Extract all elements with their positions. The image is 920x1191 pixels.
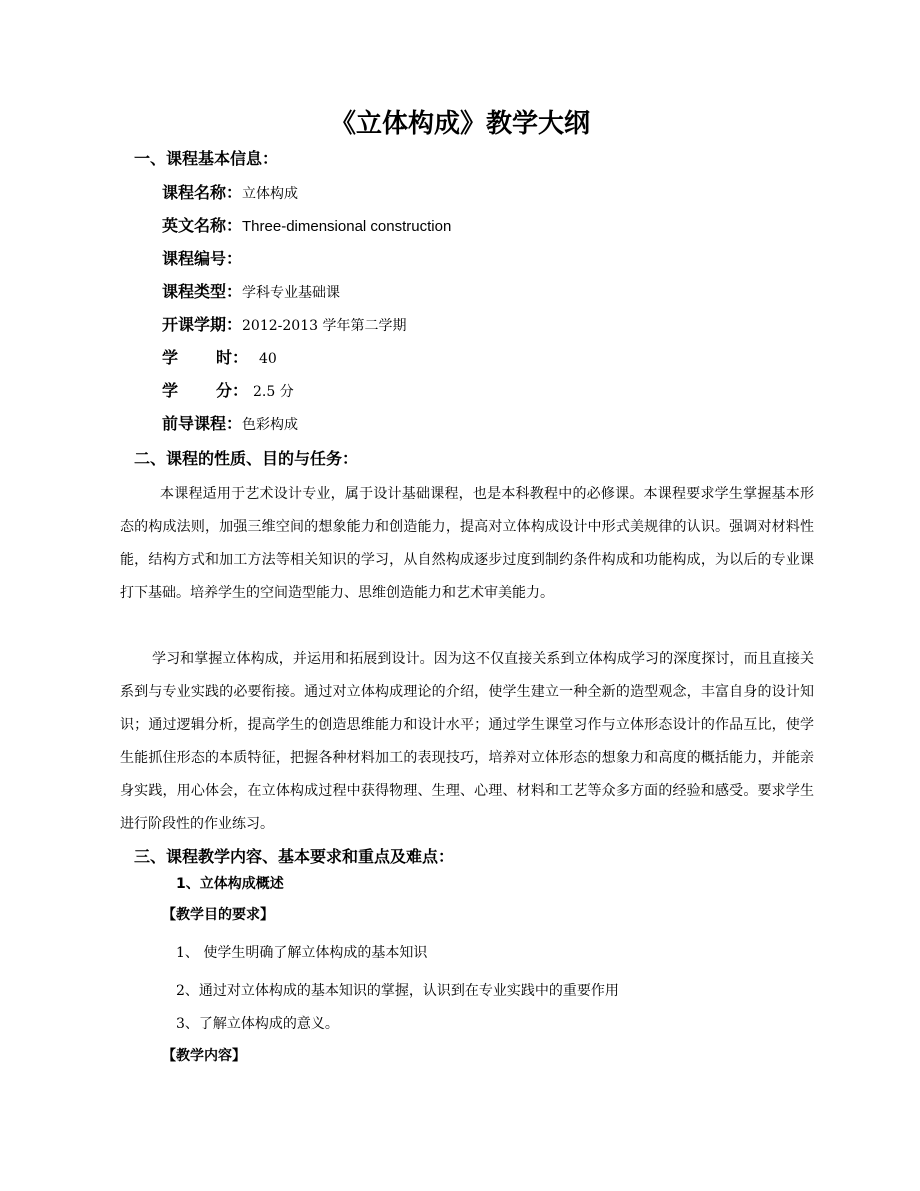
- requirement-1: 1、 使学生明确了解立体构成的基本知识: [176, 945, 428, 961]
- semester-value: 2012-2013 学年第二学期: [242, 318, 407, 334]
- english-name-row: [162, 214, 451, 239]
- requirement-2: 2、通过对立体构成的基本知识的掌握，认识到在专业实践中的重要作用: [176, 983, 619, 999]
- hours-label-part-b: 时：: [216, 348, 249, 367]
- paragraph-1-text: 本课程适用于艺术设计专业，属于设计基础课程，也是本科教程中的必修课。本课程要求学生掌握基本形态的构成法则，加强三维空间的想象能力和创造能力，提高对立体构成设计中形式美规律的认识。强调对材料性能，结构方式和加工方法等相关知识的学习，从自然构成逐步过度到制约条件构成和功能构成，为以后的专业课打下基础。培养学生的空间造型能力、思维创造能力和艺术审美能力。: [120, 486, 814, 601]
- prereq-value: 色彩构成: [242, 417, 299, 433]
- document-title: 《立体构成》教学大纲: [329, 109, 590, 139]
- course-type-value: 学科专业基础课: [242, 285, 341, 301]
- course-type-label: 课程类型：: [162, 282, 243, 301]
- section-2-paragraph-2: [120, 643, 814, 841]
- section-1-heading: 一、课程基本信息：: [134, 149, 279, 168]
- unit-1-title: 1、立体构成概述: [176, 876, 284, 892]
- course-code-row: [162, 247, 242, 271]
- semester-label: 开课学期：: [162, 315, 243, 334]
- credits-label: [162, 379, 253, 403]
- hours-row: [162, 346, 277, 371]
- prereq-label: 前导课程：: [162, 414, 243, 433]
- teaching-content-heading: 【教学内容】: [162, 1048, 246, 1064]
- teaching-requirements-heading: 【教学目的要求】: [162, 907, 274, 923]
- course-type-row: [162, 280, 340, 305]
- credits-label-part-b: 分：: [216, 381, 249, 400]
- credits-value: 2.5 分: [253, 384, 294, 400]
- course-name-value: 立体构成: [242, 186, 299, 202]
- hours-label-part-a: 学: [162, 348, 179, 367]
- course-code-label: 课程编号：: [162, 249, 243, 268]
- english-name-value: Three-dimensional construction: [242, 218, 452, 235]
- credits-row: [162, 379, 294, 404]
- course-name-label: 课程名称：: [162, 183, 243, 202]
- hours-value: 40: [259, 351, 277, 367]
- prereq-row: [162, 412, 298, 437]
- english-name-label: 英文名称：: [162, 216, 243, 235]
- section-2-heading: 二、课程的性质、目的与任务：: [134, 449, 359, 468]
- semester-row: [162, 313, 406, 338]
- credits-label-part-a: 学: [162, 381, 179, 400]
- requirement-3: 3、了解立体构成的意义。: [176, 1016, 339, 1032]
- paragraph-2-text: 学习和掌握立体构成，并运用和拓展到设计。因为这不仅直接关系到立体构成学习的深度探讨，而且直接关系到与专业实践的必要衔接。通过对立体构成理论的介绍，使学生建立一种全新的造型观念，丰富自身的设计知识；通过逻辑分析，提高学生的创造思维能力和设计水平；通过学生课堂习作与立体形态设计的作品互比，使学生能抓住形态的本质特征，把握各种材料加工的表现技巧，培养对立体形态的想象力和高度的概括能力，并能亲身实践，用心体会，在立体构成过程中获得物理、生理、心理、材料和工艺等众多方面的经验和感受。要求学生进行阶段性的作业练习。: [120, 651, 814, 832]
- section-3-heading: 三、课程教学内容、基本要求和重点及难点：: [134, 847, 455, 866]
- course-name-row: [162, 181, 298, 206]
- hours-label: [162, 346, 253, 370]
- section-2-paragraph-1: [120, 478, 814, 610]
